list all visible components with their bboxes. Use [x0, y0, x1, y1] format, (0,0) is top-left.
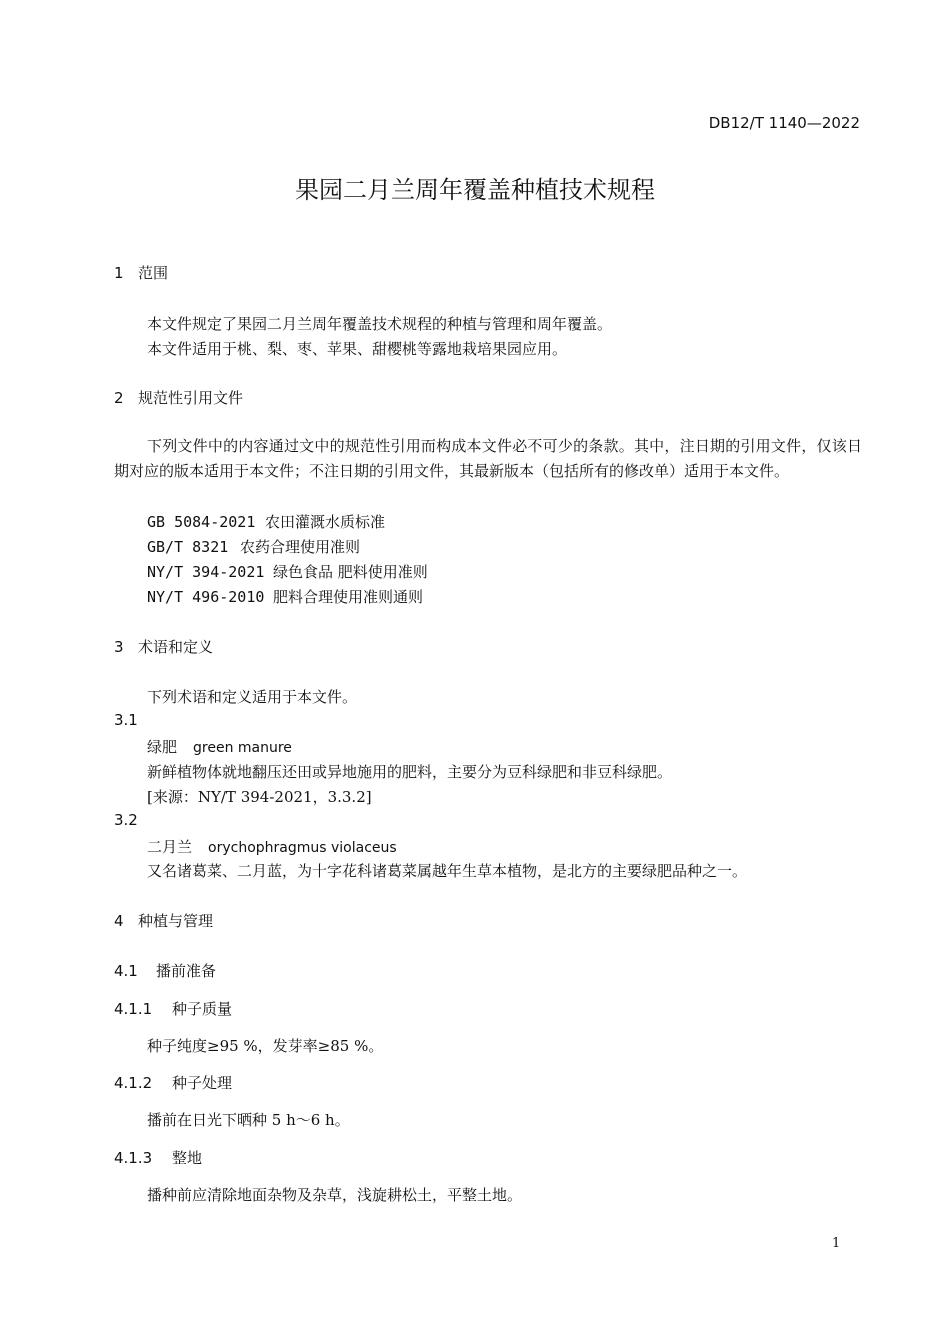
section-3-heading — [114, 636, 213, 657]
term-number: 3.2 — [114, 811, 138, 829]
subsection-4-1-3-text: 播种前应清除地面杂物及杂草，浅旋耕松土，平整土地。 — [147, 1186, 523, 1204]
reference-code: NY/T 394-2021 — [147, 563, 265, 581]
term-chinese: 二月兰 — [147, 838, 193, 856]
subsection-4-1-2-text: 播前在日光下晒种 5 h～6 h。 — [147, 1111, 350, 1129]
section-1-heading — [114, 262, 168, 283]
reference-item — [147, 586, 423, 607]
subsection-title: 播前准备 — [156, 962, 217, 980]
reference-item — [147, 561, 428, 582]
subsection-4-1-1-text: 种子纯度≥95 %，发芽率≥85 %。 — [147, 1037, 384, 1055]
subsection-number: 4.1.1 — [114, 1000, 153, 1018]
section-2-intro: 下列文件中的内容通过文中的规范性引用而构成本文件必不可少的条款。其中，注日期的引用文件，仅该日期对应的版本适用于本文件；不注日期的引用文件，其最新版本（包括所有的修改单）适用于本文件。 — [114, 437, 862, 480]
term-definition: 新鲜植物体就地翻压还田或异地施用的肥料，主要分为豆科绿肥和非豆科绿肥。 — [147, 763, 673, 781]
reference-item — [147, 536, 360, 557]
subsection-title: 种子质量 — [172, 1000, 233, 1018]
reference-item — [147, 511, 385, 532]
section-title: 术语和定义 — [138, 638, 214, 656]
section-title: 种植与管理 — [138, 912, 214, 930]
section-number: 4 — [114, 912, 124, 930]
subsection-4-1-heading — [114, 960, 216, 981]
section-3-intro: 下列术语和定义适用于本文件。 — [147, 688, 358, 706]
reference-code: GB 5084-2021 — [147, 513, 256, 531]
term-definition: 又名诸葛菜、二月蓝，为十字花科诸葛菜属越年生草本植物，是北方的主要绿肥品种之一。 — [147, 862, 748, 880]
section-title: 范围 — [138, 264, 169, 282]
subsection-number: 4.1.2 — [114, 1074, 153, 1092]
document-title: 果园二月兰周年覆盖种植技术规程 — [295, 176, 655, 204]
term-english: orychophragmus violaceus — [208, 840, 397, 856]
subsection-4-1-1-heading — [114, 998, 232, 1019]
term-english: green manure — [193, 740, 292, 756]
section-1-paragraph-2: 本文件适用于桃、梨、枣、苹果、甜樱桃等露地栽培果园应用。 — [147, 340, 568, 358]
section-1-paragraph-1: 本文件规定了果园二月兰周年覆盖技术规程的种植与管理和周年覆盖。 — [147, 315, 613, 333]
subsection-4-1-3-heading — [114, 1147, 202, 1168]
section-number: 2 — [114, 389, 124, 407]
reference-name: 农田灌溉水质标准 — [265, 513, 386, 531]
section-number: 3 — [114, 638, 124, 656]
subsection-title: 种子处理 — [172, 1074, 233, 1092]
term-heading — [147, 836, 397, 857]
reference-name: 绿色食品 肥料使用准则 — [273, 563, 428, 581]
reference-name: 肥料合理使用准则通则 — [273, 588, 424, 606]
section-title: 规范性引用文件 — [138, 389, 244, 407]
subsection-title: 整地 — [172, 1149, 203, 1167]
page-number: 1 — [832, 1236, 841, 1251]
reference-code: NY/T 496-2010 — [147, 588, 265, 606]
term-heading — [147, 736, 292, 757]
section-4-heading — [114, 910, 213, 931]
reference-code: GB/T 8321 — [147, 538, 229, 556]
subsection-4-1-2-heading — [114, 1072, 232, 1093]
section-number: 1 — [114, 264, 124, 282]
section-2-heading — [114, 387, 243, 408]
document-number: DB12/T 1140—2022 — [708, 114, 860, 132]
subsection-number: 4.1.3 — [114, 1149, 153, 1167]
reference-name: 农药合理使用准则 — [240, 538, 361, 556]
term-number: 3.1 — [114, 711, 138, 729]
subsection-number: 4.1 — [114, 962, 138, 980]
term-source: [来源：NY/T 394-2021，3.3.2] — [147, 788, 372, 806]
term-chinese: 绿肥 — [147, 738, 178, 756]
